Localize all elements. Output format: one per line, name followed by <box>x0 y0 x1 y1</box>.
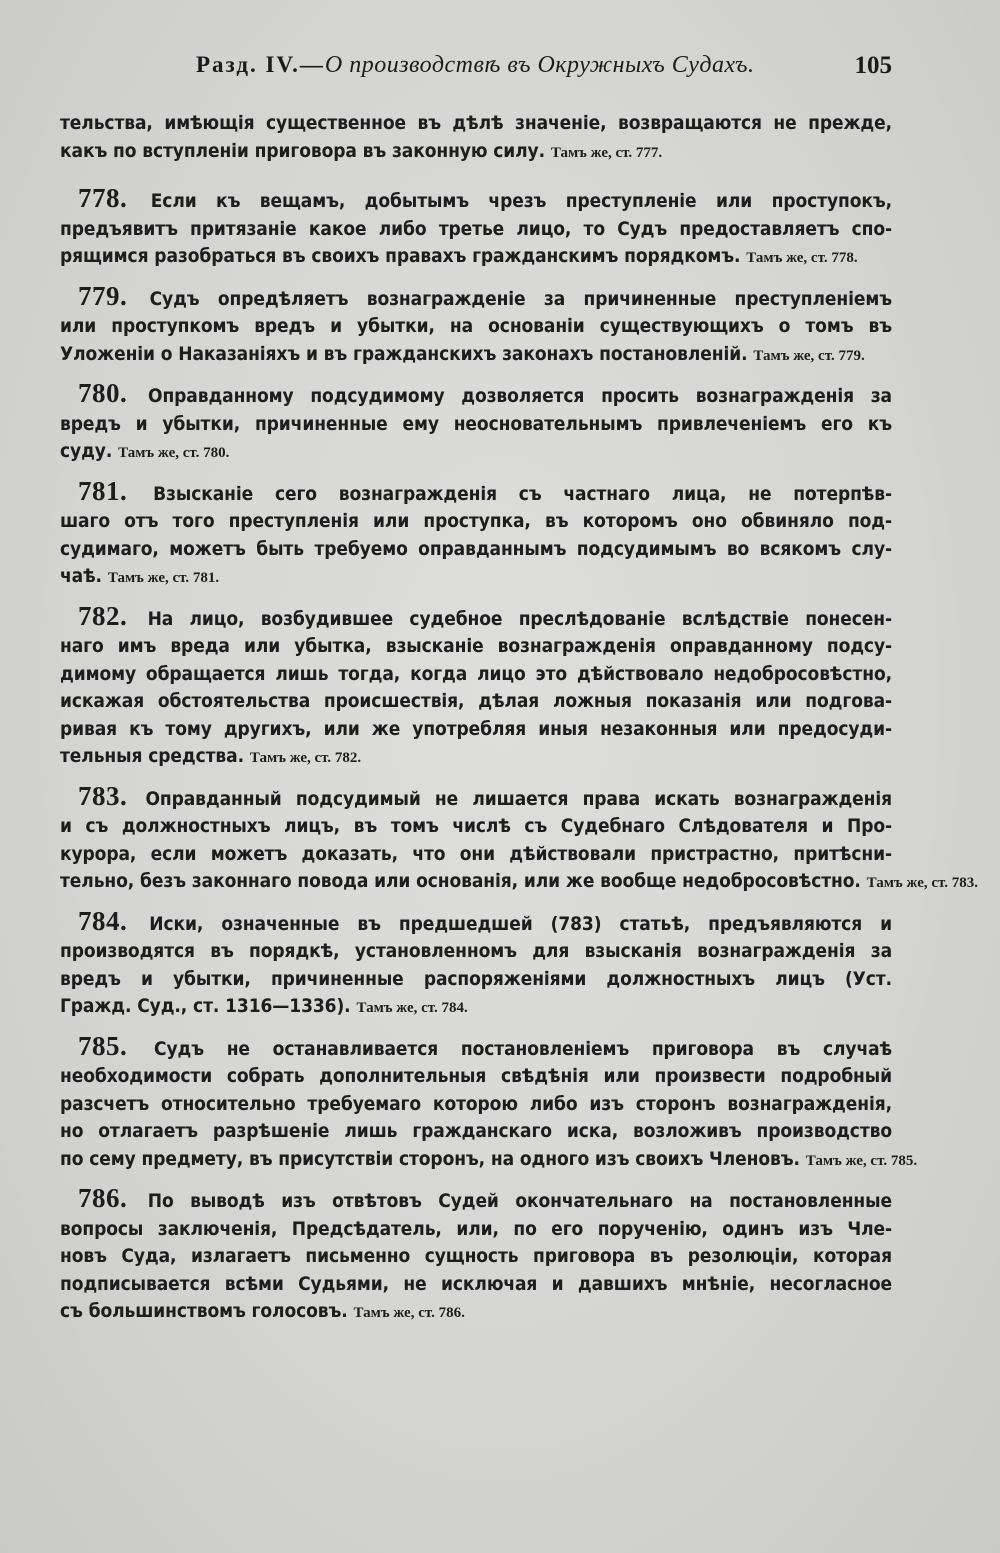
article-text: и съ должностныхъ лицъ, въ томъ числѣ съ Судебнаго Слѣдователя и Про- <box>60 815 892 837</box>
section-prefix: Разд. IV.— <box>196 52 325 77</box>
article-line <box>60 536 892 564</box>
article-text: разсчетъ относительно требуемаго которою либо изъ сторонъ вознагражденія, <box>60 1092 892 1115</box>
article-reference: Тамъ же, ст. 778. <box>746 250 858 266</box>
article-reference: Тамъ же, ст. 786. <box>353 1305 465 1321</box>
article-text: Иски, означенные въ предшедшей (783) статьѣ, предъявляются и <box>149 912 892 935</box>
article-text: судимаго, можетъ быть требуемо оправданнымъ подсудимымъ во всякомъ слу- <box>60 537 892 560</box>
article-text: новъ Суда, излагаетъ письменно сущность приговора въ резолюціи, которая <box>60 1245 892 1267</box>
article-line <box>60 508 892 536</box>
article-text: шаго отъ того преступленія или проступка, въ которомъ оно обвиняло под- <box>60 510 892 532</box>
article-number: 781. <box>78 475 128 506</box>
article-778 <box>60 185 892 273</box>
article-text: Оправданный подсудимый не лишается права искать вознагражденія <box>145 787 892 810</box>
article-reference: Тамъ же, ст. 781. <box>107 570 220 586</box>
article-text: по сему предмету, въ присутствіи сторонъ, на одного изъ своихъ Членовъ. <box>60 1147 800 1170</box>
article-line <box>60 993 892 1023</box>
article-text: Оправданному подсудимому дозволяется просить вознагражденія за <box>148 385 892 407</box>
article-text: курора, если можетъ доказать, что они дѣйствовали пристрастно, притѣсни- <box>60 842 892 865</box>
article-784 <box>60 905 892 1023</box>
article-text: Судъ не останавливается постановленіемъ приговора въ случаѣ <box>154 1037 892 1060</box>
article-number: 782. <box>78 600 128 631</box>
article-line <box>60 780 892 814</box>
article-reference: Тамъ же, ст. 777. <box>550 144 663 161</box>
article-text: вредъ и убытки, причиненные ему неосновательнымъ привлеченіемъ его къ <box>60 412 892 435</box>
article-line <box>60 1243 892 1271</box>
article-line <box>60 1091 892 1119</box>
article-text: вредъ и убытки, причиненные распоряженіями должностныхъ лицъ (Уст. <box>60 967 892 990</box>
article-line <box>60 438 892 468</box>
article-line <box>60 138 892 168</box>
article-line <box>60 563 892 593</box>
article-text: тельныя средства. <box>60 745 244 767</box>
article-line <box>60 185 892 216</box>
article-line <box>60 341 892 371</box>
article-line <box>60 1030 892 1064</box>
running-header <box>60 52 892 92</box>
article-text: димому обращается лишь тогда, когда лицо это дѣйствовало недобросовѣстно, <box>60 662 892 685</box>
article-786 <box>60 1185 892 1328</box>
article-continuation <box>60 110 892 167</box>
article-text: Если къ вещамъ, добытымъ чрезъ преступленіе или проступокъ, <box>150 190 892 212</box>
article-text: предъявитъ притязаніе какое либо третье лицо, то Судъ предоставляетъ спо- <box>60 217 892 240</box>
article-text: или проступкомъ вредъ и убытки, на основаніи существующихъ о томъ въ <box>60 315 892 337</box>
article-number: 779. <box>78 280 128 311</box>
article-number: 786. <box>78 1183 128 1213</box>
article-line <box>60 841 892 869</box>
article-line <box>60 1185 892 1216</box>
article-line <box>60 280 892 314</box>
article-text: необходимости собрать дополнительныя свѣдѣнія или произвести подробный <box>60 1065 892 1087</box>
article-text: Взысканіе сего вознагражденія съ частнаго лица, не потерпѣв- <box>153 482 892 505</box>
article-785 <box>60 1030 918 1176</box>
article-reference: Тамъ же, ст. 785. <box>805 1152 918 1169</box>
article-line <box>60 1063 892 1091</box>
article-line <box>60 868 978 898</box>
article-line <box>60 1146 918 1176</box>
article-text: съ большинствомъ голосовъ. <box>60 1300 348 1322</box>
article-line <box>60 1118 892 1146</box>
article-line <box>60 216 892 244</box>
article-line <box>60 475 892 509</box>
article-line <box>60 938 892 966</box>
article-779 <box>60 280 892 371</box>
article-text: тельства, имѣющія существенное въ дѣлѣ значеніе, возвращаются не прежде, <box>60 112 892 134</box>
article-text: производятся въ порядкѣ, установленномъ для взысканія вознагражденія за <box>60 940 892 962</box>
article-number: 780. <box>78 378 128 408</box>
article-line <box>60 243 892 273</box>
article-line <box>60 380 892 411</box>
article-text: По выводѣ изъ отвѣтовъ Судей окончательнаго на постановленные <box>147 1190 892 1212</box>
article-reference: Тамъ же, ст. 782. <box>249 750 362 766</box>
article-line <box>60 743 892 773</box>
article-text: чаѣ. <box>60 565 102 587</box>
section-title-text: О производствѣ въ Окружныхъ Судахъ. <box>324 52 755 78</box>
article-text: но отлагаетъ разрѣшеніе лишь гражданскаго иска, возложивъ производство <box>60 1120 892 1142</box>
article-783 <box>60 780 978 898</box>
article-781 <box>60 475 892 593</box>
article-text: подписывается всѣми Судьями, не исключая и давшихъ мнѣніе, несогласное <box>60 1272 892 1295</box>
article-line <box>60 966 892 994</box>
article-line <box>60 110 892 138</box>
article-line <box>60 633 892 661</box>
article-line <box>60 688 892 716</box>
article-text: Уложеніи о Наказаніяхъ и въ гражданскихъ законахъ постановленій. <box>60 342 748 365</box>
article-line <box>60 411 892 439</box>
article-text: На лицо, возбудившее судебное преслѣдованіе вслѣдствіе понесен- <box>147 607 892 630</box>
article-line <box>60 716 892 744</box>
article-text: Судъ опредѣляетъ вознагражденіе за причиненные преступленіемъ <box>149 287 892 310</box>
article-reference: Тамъ же, ст. 779. <box>753 347 865 364</box>
page-number: 105 <box>854 52 892 79</box>
article-line <box>60 313 892 341</box>
article-reference: Тамъ же, ст. 784. <box>356 1000 468 1016</box>
article-line <box>60 1298 892 1328</box>
article-782 <box>60 600 892 773</box>
article-780 <box>60 380 892 468</box>
article-number: 785. <box>78 1030 128 1061</box>
article-text: вопросы заключенія, Предсѣдатель, или, по его порученію, одинъ изъ Чле- <box>60 1217 892 1240</box>
article-reference: Тамъ же, ст. 783. <box>866 875 978 891</box>
document-body <box>60 110 978 1338</box>
article-text: наго имъ вреда или убытка, взысканіе вознагражденія оправданному подсу- <box>60 635 892 657</box>
article-number: 778. <box>78 183 128 213</box>
article-text: Гражд. Суд., ст. 1316—1336). <box>60 995 351 1017</box>
article-line <box>60 813 892 841</box>
section-title <box>196 52 754 79</box>
article-text: рящимся разобраться въ своихъ правахъ гражданскимъ порядкомъ. <box>60 245 741 267</box>
article-line <box>60 1271 892 1299</box>
article-reference: Тамъ же, ст. 780. <box>118 445 230 461</box>
article-number: 784. <box>78 905 128 936</box>
article-text: какъ по вступленіи приговора въ законную силу. <box>60 139 545 162</box>
article-line <box>60 600 892 634</box>
article-text: суду. <box>60 440 113 462</box>
article-text: ривая къ тому другихъ, или же употребляя иныя незаконныя или предосуди- <box>60 717 892 740</box>
article-line <box>60 905 892 939</box>
article-text: тельно, безъ законнаго повода или основанія, или же вообще недобросовѣстно. <box>60 870 861 892</box>
article-text: искажая обстоятельства происшествія, дѣлая ложныя показанія или подгова- <box>60 690 892 712</box>
article-line <box>60 661 892 689</box>
article-number: 783. <box>78 780 128 811</box>
article-line <box>60 1216 892 1244</box>
